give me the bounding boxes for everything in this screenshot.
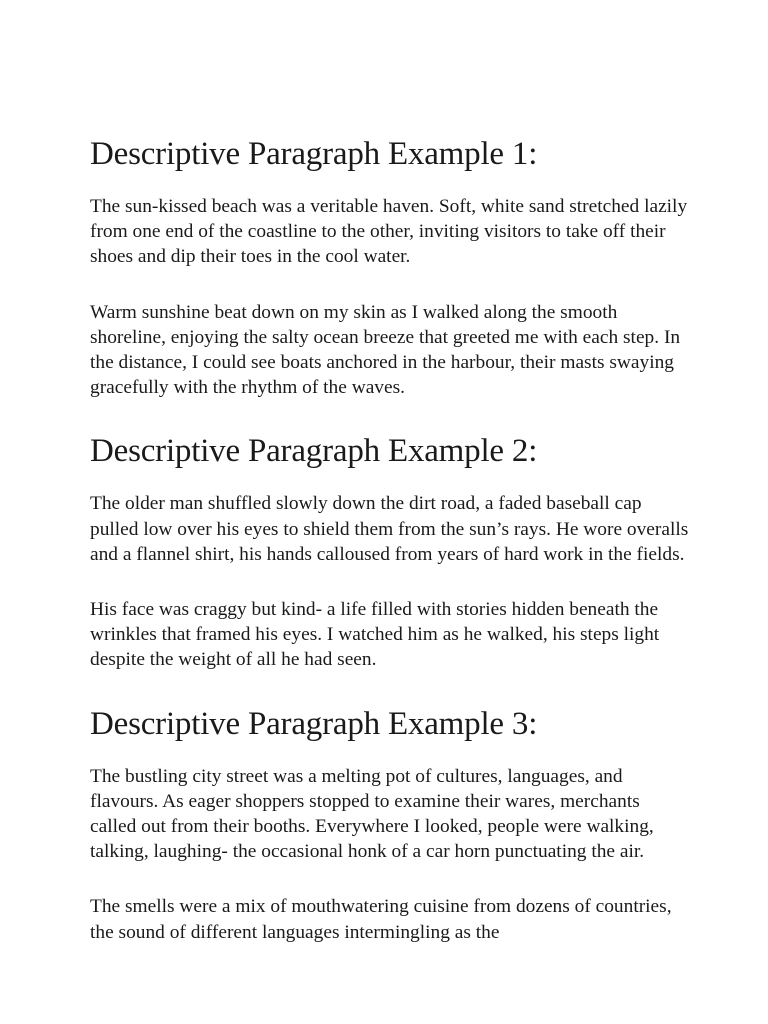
section-heading: Descriptive Paragraph Example 3:: [90, 705, 538, 742]
document-page: [90, 134, 690, 975]
paragraph: The smells were a mix of mouthwatering cuisine from dozens of countries, the sound of different languages intermingling as the: [90, 896, 672, 943]
paragraph: His face was craggy but kind- a life filled with stories hidden beneath the wrinkles that framed his eyes. I watched him as he walked, his steps light despite the weight of all he had seen.: [90, 599, 660, 671]
section-heading: Descriptive Paragraph Example 1:: [90, 136, 538, 172]
paragraph: The bustling city street was a melting pot of cultures, languages, and flavours. As eager shoppers stopped to examine their wares, merchants called out from their booths. Everywhere I looked, people were walking, talking, laughing- the occasional honk of a car horn punctuating the air.: [90, 765, 654, 863]
paragraph: The older man shuffled slowly down the dirt road, a faded baseball cap pulled low over his eyes to shield them from the sun’s rays. He wore overalls and a flannel shirt, his hands calloused from years of hard work in the fields.: [90, 493, 689, 565]
section-example-2: [90, 431, 690, 672]
paragraph: Warm sunshine beat down on my skin as I walked along the smooth shoreline, enjoying the salty ocean breeze that greeted me with each step. In the distance, I could see boats anchored in the harbour, their masts swaying gracefully with the rhythm of the waves.: [90, 301, 681, 399]
section-heading: Descriptive Paragraph Example 2:: [90, 433, 538, 470]
section-example-3: [90, 704, 690, 945]
section-example-1: [90, 134, 690, 400]
paragraph: The sun-kissed beach was a veritable haven. Soft, white sand stretched lazily from one end of the coastline to the other, inviting visitors to take off their shoes and dip their toes in the cool water.: [90, 196, 688, 268]
